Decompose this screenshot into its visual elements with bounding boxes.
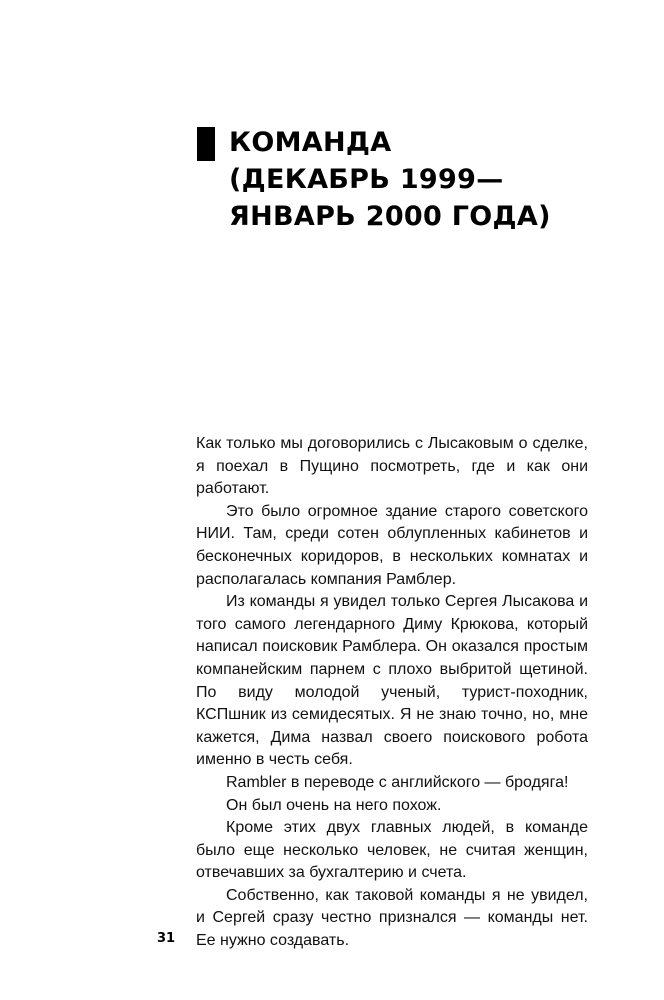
chapter-title-line-3: ЯНВАРЬ 2000 ГОДА) — [229, 201, 551, 232]
paragraph-5: Он был очень на него похож. — [226, 796, 442, 814]
body-text — [196, 433, 588, 953]
paragraph-7: Собственно, как таковой команды я не увидел, и Сергей сразу честно признался — команды нет. Ее нужно создавать. — [196, 886, 588, 950]
page-number: 31 — [157, 931, 176, 946]
chapter-title — [229, 124, 619, 235]
paragraph-3: Из команды я увидел только Сергея Лысакова и того самого легендарного Диму Крюкова, который написал поисковик Рамблера. Он оказался простым компанейским парнем с плохо выбритой щетиной. По виду молодой ученый, турист-походник, КСПшник из семидесятых. Я не знаю точно, но, мне кажется, Дима назвал своего поискового робота именно в честь себя. — [196, 593, 588, 769]
paragraph-2: Это было огромное здание старого советского НИИ. Там, среди сотен облупленных кабинетов и бесконечных коридоров, в нескольких комнатах и располагалась компания Рамблер. — [196, 502, 588, 588]
chapter-title-line-1: КОМАНДА — [229, 127, 392, 158]
paragraph-4: Rambler в переводе с английского — бродяга! — [226, 773, 569, 791]
paragraph-1: Как только мы договорились с Лысаковым о сделке, я поехал в Пущино посмотреть, где и как они работают. — [196, 435, 588, 498]
paragraph-6: Кроме этих двух главных людей, в команде было еще несколько человек, не считая женщин, отвечавших за бухгалтерию и счета. — [196, 819, 588, 882]
chapter-title-line-2: (ДЕКАБРЬ 1999— — [229, 164, 504, 195]
chapter-marker — [197, 127, 215, 161]
